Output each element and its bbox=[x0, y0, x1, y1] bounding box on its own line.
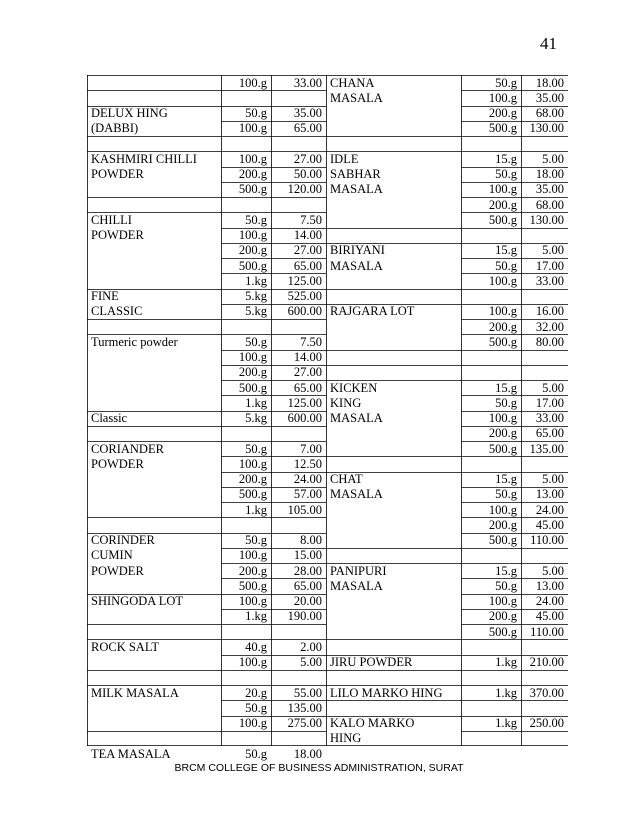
product-price: 17.00 bbox=[535, 395, 564, 410]
product-price: 370.00 bbox=[529, 685, 564, 700]
product-price: 35.00 bbox=[535, 182, 564, 197]
product-name: IDLE bbox=[330, 151, 359, 166]
product-price: 125.00 bbox=[287, 273, 322, 288]
product-quantity: 50.g bbox=[495, 258, 517, 273]
product-price: 110.00 bbox=[530, 533, 564, 547]
product-quantity: 15.g bbox=[495, 243, 517, 258]
product-quantity: 100.g bbox=[238, 121, 267, 136]
product-price: 5.00 bbox=[542, 380, 564, 395]
product-price: 55.00 bbox=[293, 685, 322, 700]
product-price: 5.00 bbox=[542, 563, 564, 578]
product-price: 16.00 bbox=[535, 304, 564, 319]
product-quantity: 100.g bbox=[238, 655, 267, 669]
product-price: 24.00 bbox=[535, 502, 564, 517]
product-quantity: 200.g bbox=[488, 609, 517, 624]
product-quantity: 500.g bbox=[238, 487, 267, 502]
product-quantity: 500.g bbox=[488, 334, 517, 349]
product-quantity: 200.g bbox=[238, 563, 267, 578]
product-price: 65.00 bbox=[293, 578, 322, 593]
product-name: MASALA bbox=[330, 182, 383, 197]
product-quantity: 100.g bbox=[238, 456, 267, 471]
product-quantity: 50.g bbox=[245, 212, 267, 227]
product-price: 50.00 bbox=[293, 167, 322, 181]
product-quantity: 100.g bbox=[238, 548, 267, 563]
product-price: 20.00 bbox=[293, 594, 322, 608]
product-quantity: 50.g bbox=[245, 106, 267, 120]
product-price: 27.00 bbox=[293, 365, 322, 380]
product-quantity: 100.g bbox=[488, 502, 517, 517]
product-quantity: 1.kg bbox=[495, 655, 517, 669]
product-quantity: 100.g bbox=[238, 228, 267, 242]
product-price: 120.00 bbox=[287, 182, 322, 197]
product-quantity: 200.g bbox=[238, 243, 267, 258]
product-quantity: 5.kg bbox=[245, 411, 267, 425]
product-quantity: 50.g bbox=[245, 533, 267, 547]
product-quantity: 20.g bbox=[245, 685, 267, 700]
product-quantity: 100.g bbox=[238, 594, 267, 608]
product-price: 105.00 bbox=[287, 502, 322, 517]
product-price: 190.00 bbox=[287, 609, 322, 624]
product-quantity: 40.g bbox=[245, 639, 267, 654]
product-name: POWDER bbox=[91, 456, 144, 471]
product-quantity: 500.g bbox=[488, 533, 517, 547]
product-price: 14.00 bbox=[293, 350, 322, 364]
product-price: 7.50 bbox=[300, 334, 322, 349]
product-name: SHINGODA LOT bbox=[91, 594, 184, 608]
product-quantity: 15.g bbox=[495, 380, 517, 395]
product-quantity: 100.g bbox=[238, 350, 267, 364]
product-price: 17.00 bbox=[535, 258, 564, 273]
product-price: 45.00 bbox=[535, 609, 564, 624]
product-price: 275.00 bbox=[287, 716, 322, 730]
product-price: 80.00 bbox=[535, 334, 564, 349]
product-quantity: 200.g bbox=[488, 426, 517, 441]
product-quantity: 1.kg bbox=[495, 716, 517, 730]
product-price: 65.00 bbox=[293, 121, 322, 136]
product-price: 12.50 bbox=[293, 456, 322, 471]
product-name: RAJGARA LOT bbox=[330, 304, 415, 319]
price-list-table bbox=[87, 75, 568, 761]
product-price: 65.00 bbox=[535, 426, 564, 441]
product-price: 24.00 bbox=[293, 472, 322, 486]
product-quantity: 500.g bbox=[238, 578, 267, 593]
product-price: 130.00 bbox=[529, 212, 564, 227]
product-price: 600.00 bbox=[287, 304, 322, 319]
product-price: 13.00 bbox=[535, 487, 564, 502]
product-name: POWDER bbox=[91, 167, 144, 181]
product-quantity: 500.g bbox=[238, 258, 267, 273]
product-price: 68.00 bbox=[535, 197, 564, 212]
product-quantity: 15.g bbox=[495, 151, 517, 166]
product-quantity: 5.kg bbox=[245, 289, 267, 303]
product-quantity: 100.g bbox=[238, 75, 267, 90]
product-name: KALO MARKO bbox=[330, 716, 415, 730]
product-name: DELUX HING bbox=[91, 106, 168, 120]
product-price: 33.00 bbox=[535, 411, 564, 425]
product-price: 110.00 bbox=[530, 624, 564, 639]
product-name: POWDER bbox=[91, 228, 144, 242]
product-quantity: 50.g bbox=[245, 746, 267, 761]
product-price: 2.00 bbox=[300, 639, 322, 654]
product-quantity: 100.g bbox=[488, 594, 517, 608]
product-quantity: 500.g bbox=[488, 441, 517, 456]
product-price: 125.00 bbox=[287, 395, 322, 410]
product-quantity: 1.kg bbox=[245, 502, 267, 517]
product-price: 28.00 bbox=[293, 563, 322, 578]
product-quantity: 15.g bbox=[495, 563, 517, 578]
product-price: 27.00 bbox=[293, 243, 322, 258]
product-name: CHANA bbox=[330, 75, 375, 90]
product-quantity: 50.g bbox=[495, 167, 517, 181]
product-price: 210.00 bbox=[529, 655, 564, 669]
product-quantity: 200.g bbox=[488, 517, 517, 532]
product-quantity: 1.kg bbox=[495, 685, 517, 700]
product-price: 5.00 bbox=[542, 243, 564, 258]
product-name: MASALA bbox=[330, 258, 383, 273]
product-quantity: 500.g bbox=[238, 182, 267, 197]
product-name: CLASSIC bbox=[91, 304, 143, 319]
product-quantity: 200.g bbox=[238, 365, 267, 380]
product-quantity: 50.g bbox=[495, 578, 517, 593]
product-name: Turmeric powder bbox=[91, 334, 178, 349]
product-quantity: 500.g bbox=[488, 624, 517, 639]
product-quantity: 100.g bbox=[488, 90, 517, 105]
product-name: MASALA bbox=[330, 411, 383, 425]
product-price: 33.00 bbox=[535, 273, 564, 288]
product-name: KASHMIRI CHILLI bbox=[91, 151, 197, 166]
product-quantity: 1.kg bbox=[245, 395, 267, 410]
product-price: 35.00 bbox=[535, 90, 564, 105]
product-name: (DABBI) bbox=[91, 121, 139, 136]
product-price: 135.00 bbox=[287, 700, 322, 715]
product-name: KICKEN bbox=[330, 380, 378, 395]
product-quantity: 100.g bbox=[488, 304, 517, 319]
product-quantity: 50.g bbox=[245, 700, 267, 715]
product-name: CUMIN bbox=[91, 548, 133, 563]
product-price: 18.00 bbox=[535, 167, 564, 181]
product-price: 7.50 bbox=[300, 212, 322, 227]
product-name: MASALA bbox=[330, 578, 383, 593]
product-name: CHILLI bbox=[91, 212, 132, 227]
product-quantity: 50.g bbox=[495, 75, 517, 90]
product-name: MASALA bbox=[330, 90, 383, 105]
product-quantity: 50.g bbox=[245, 441, 267, 456]
product-price: 18.00 bbox=[293, 746, 322, 761]
product-price: 13.00 bbox=[535, 578, 564, 593]
product-quantity: 500.g bbox=[488, 121, 517, 136]
product-name: SABHAR bbox=[330, 167, 381, 181]
product-price: 27.00 bbox=[293, 151, 322, 166]
product-name: FINE bbox=[91, 289, 119, 303]
product-quantity: 50.g bbox=[495, 395, 517, 410]
product-quantity: 100.g bbox=[488, 273, 517, 288]
product-quantity: 15.g bbox=[495, 472, 517, 486]
product-price: 57.00 bbox=[293, 487, 322, 502]
product-price: 600.00 bbox=[287, 411, 322, 425]
product-quantity: 50.g bbox=[245, 334, 267, 349]
product-price: 65.00 bbox=[293, 380, 322, 395]
product-price: 130.00 bbox=[529, 121, 564, 136]
product-name: HING bbox=[330, 731, 362, 746]
product-quantity: 1.kg bbox=[245, 273, 267, 288]
product-price: 65.00 bbox=[293, 258, 322, 273]
product-quantity: 100.g bbox=[238, 151, 267, 166]
product-price: 7.00 bbox=[300, 441, 322, 456]
page-footer: BRCM COLLEGE OF BUSINESS ADMINISTRATION, SURAT bbox=[174, 762, 464, 774]
product-quantity: 5.kg bbox=[245, 304, 267, 319]
product-name: TEA MASALA bbox=[91, 746, 171, 761]
product-price: 35.00 bbox=[293, 106, 322, 120]
product-name: MILK MASALA bbox=[91, 685, 179, 700]
product-price: 18.00 bbox=[535, 75, 564, 90]
product-price: 68.00 bbox=[535, 106, 564, 120]
product-quantity: 100.g bbox=[488, 411, 517, 425]
product-name: LILO MARKO HING bbox=[330, 685, 443, 700]
product-quantity: 50.g bbox=[495, 487, 517, 502]
product-quantity: 200.g bbox=[488, 106, 517, 120]
product-price: 5.00 bbox=[542, 472, 564, 486]
product-price: 250.00 bbox=[529, 716, 564, 730]
product-quantity: 500.g bbox=[488, 212, 517, 227]
product-quantity: 200.g bbox=[238, 167, 267, 181]
product-quantity: 100.g bbox=[488, 182, 517, 197]
product-name: CORIANDER bbox=[91, 441, 164, 456]
product-quantity: 200.g bbox=[238, 472, 267, 486]
page-number: 41 bbox=[540, 34, 557, 53]
product-price: 32.00 bbox=[535, 319, 564, 334]
product-name: Classic bbox=[91, 411, 128, 425]
product-price: 15.00 bbox=[293, 548, 322, 563]
product-quantity: 1.kg bbox=[245, 609, 267, 624]
product-quantity: 200.g bbox=[488, 319, 517, 334]
product-price: 33.00 bbox=[293, 75, 322, 90]
product-price: 8.00 bbox=[300, 533, 322, 547]
product-price: 45.00 bbox=[535, 517, 564, 532]
product-name: PANIPURI bbox=[330, 563, 387, 578]
product-quantity: 500.g bbox=[238, 380, 267, 395]
product-price: 525.00 bbox=[287, 289, 322, 303]
product-name: ROCK SALT bbox=[91, 639, 159, 654]
product-price: 24.00 bbox=[535, 594, 564, 608]
product-name: KING bbox=[330, 395, 362, 410]
product-name: BIRIYANI bbox=[330, 243, 385, 258]
product-price: 5.00 bbox=[300, 655, 322, 669]
product-quantity: 200.g bbox=[488, 197, 517, 212]
product-price: 135.00 bbox=[529, 441, 564, 456]
product-name: POWDER bbox=[91, 563, 144, 578]
product-quantity: 100.g bbox=[238, 716, 267, 730]
product-name: CHAT bbox=[330, 472, 363, 486]
product-price: 5.00 bbox=[542, 151, 564, 166]
product-name: MASALA bbox=[330, 487, 383, 502]
product-price: 14.00 bbox=[293, 228, 322, 242]
product-name: CORINDER bbox=[91, 533, 155, 547]
product-name: JIRU POWDER bbox=[330, 655, 413, 669]
